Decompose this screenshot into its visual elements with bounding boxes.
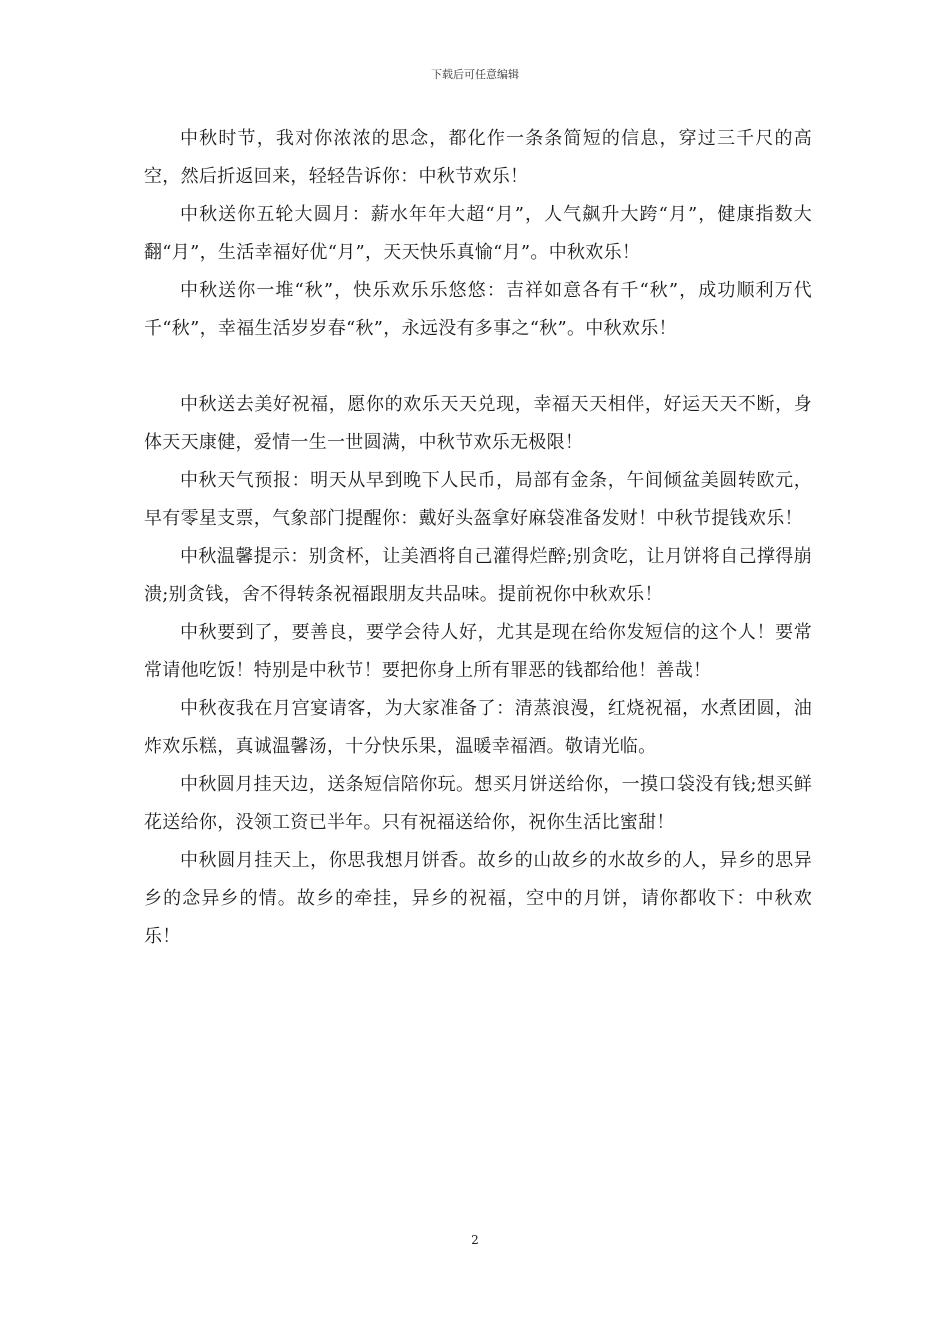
paragraph-1: 中秋时节，我对你浓浓的思念，都化作一条条简短的信息，穿过三千尺的高空，然后折返回来，轻轻告诉你：中秋节欢乐！ [144, 128, 812, 187]
document-body [144, 120, 812, 956]
paragraph-9: 中秋圆月挂天边，送条短信陪你玩。想买月饼送给你，一摸口袋没有钱;想买鲜花送给你，没领工资已半年。只有祝福送给你，祝你生活比蜜甜！ [144, 774, 812, 833]
paragraph-3: 中秋送你一堆“秋”，快乐欢乐乐悠悠：吉祥如意各有千“秋”，成功顺利万代千“秋”，幸福生活岁岁春“秋”，永远没有多事之“秋”。中秋欢乐！ [144, 280, 812, 339]
paragraph-5: 中秋天气预报：明天从早到晚下人民币，局部有金条，午间倾盆美圆转欧元，早有零星支票，气象部门提醒你：戴好头盔拿好麻袋准备发财！中秋节提钱欢乐！ [144, 470, 812, 529]
paragraph-10: 中秋圆月挂天上，你思我想月饼香。故乡的山故乡的水故乡的人，异乡的思异乡的念异乡的情。故乡的牵挂，异乡的祝福，空中的月饼，请你都收下：中秋欢乐！ [144, 850, 812, 947]
paragraph-4: 中秋送去美好祝福，愿你的欢乐天天兑现，幸福天天相伴，好运天天不断，身体天天康健，爱情一生一世圆满，中秋节欢乐无极限！ [144, 394, 812, 453]
paragraph-8: 中秋夜我在月宫宴请客，为大家准备了：清蒸浪漫，红烧祝福，水煮团圆，油炸欢乐糕，真诚温馨汤，十分快乐果，温暖幸福酒。敬请光临。 [144, 698, 812, 757]
page-number: 2 [471, 1233, 479, 1247]
paragraph-spacer [144, 348, 812, 386]
paragraph-2: 中秋送你五轮大圆月：薪水年年大超“月”，人气飙升大跨“月”，健康指数大翻“月”，生活幸福好优“月”，天天快乐真愉“月”。中秋欢乐！ [144, 204, 812, 263]
paragraph-6: 中秋温馨提示：别贪杯，让美酒将自己灌得烂醉;别贪吃，让月饼将自己撑得崩溃;别贪钱，舍不得转条祝福跟朋友共品味。提前祝你中秋欢乐！ [144, 546, 812, 605]
page-header: 下载后可任意编辑 [431, 68, 519, 81]
paragraph-7: 中秋要到了，要善良，要学会待人好，尤其是现在给你发短信的这个人！要常常请他吃饭！特别是中秋节！要把你身上所有罪恶的钱都给他！善哉！ [144, 622, 812, 681]
